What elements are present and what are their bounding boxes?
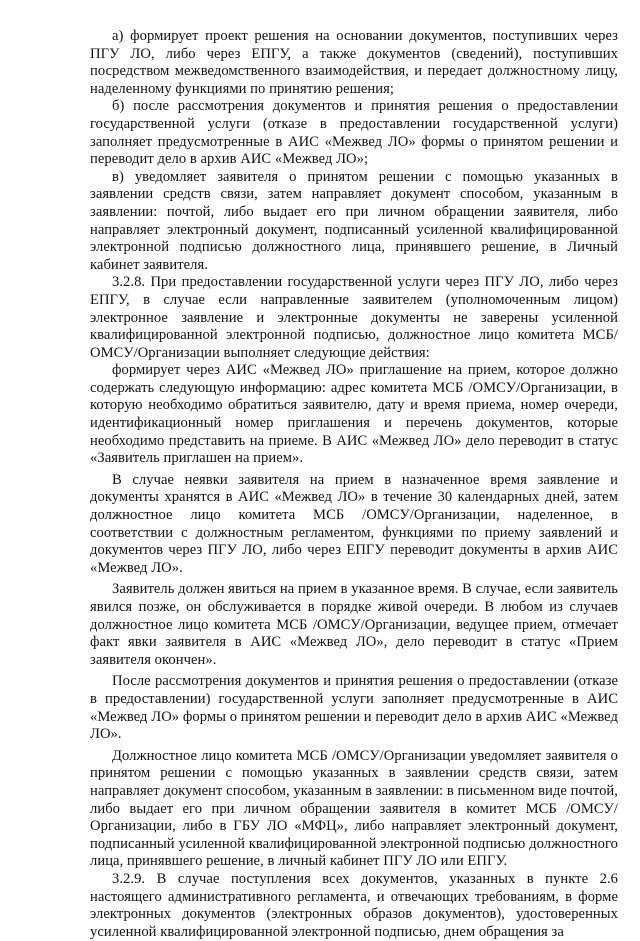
paragraph-b: б) после рассмотрения документов и принятия решения о предоставлении государственной услуги (отказе в предоставлении государственной услуги) заполняет предусмотренные в АИС «Межвед ЛО» формы о принятом решении и переводит дело в архив АИС «Межвед ЛО»; [90,98,618,168]
paragraph-notification: Должностное лицо комитета МСБ /ОМСУ/Организации уведомляет заявителя о принятом решении с помощью указанных в заявлении средств связи, затем направляет документ способом, указанным в заявлении: в письменном виде почтой, либо выдает его при личном обращении заявителя в комитет МСБ /ОМСУ/Организации, либо в ГБУ ЛО «МФЦ», либо направляет электронный документ, подписанный усиленной квалифицированной электронной подписью должностного лица, принявшего решение, в личный кабинет ПГУ ЛО или ЕПГУ. [90,747,618,870]
paragraph-invitation: формирует через АИС «Межвед ЛО» приглашение на прием, которое должно содержать следующую информацию: адрес комитета МСБ /ОМСУ/Организации, в которую необходимо обратиться заявителю, дату и время приема, номер очереди, идентификационный номер приглашения и перечень документов, которые необходимо представить на приеме. В АИС «Межвед ЛО» дело переводит в статус «Заявитель приглашен на прием». [90,362,618,467]
paragraph-a: а) формирует проект решения на основании документов, поступивших через ПГУ ЛО, либо через ЕПГУ, а также документов (сведений), поступивших посредством межведомственного взаимодействия, и передает должностному лицу, наделенному функциями по принятию решения; [90,28,618,97]
paragraph-after-review: После рассмотрения документов и принятия решения о предоставлении (отказе в предоставлении) государственной услуги заполняет предусмотренные в АИС «Межвед ЛО» формы о принятом решении и переводит дело в архив АИС «Межвед ЛО». [90,673,618,743]
paragraph-3-2-9: 3.2.9. В случае поступления всех документов, указанных в пункте 2.6 настоящего административного регламента, и отвечающих требованиям, в форме электронных документов (электронных образов документов), удостоверенных усиленной квалифицированной электронной подписью, днем обращения за [90,870,618,940]
paragraph-3-2-8: 3.2.8. При предоставлении государственной услуги через ПГУ ЛО, либо через ЕПГУ, в случае если направленные заявителем (уполномоченным лицом) электронное заявление и электронные документы не заверены усиленной квалифицированной электронной подписью, должностное лицо комитета МСБ/ ОМСУ/Организации выполняет следующие действия: [90,274,618,361]
paragraph-no-show: В случае неявки заявителя на прием в назначенное время заявление и документы хранятся в АИС «Межвед ЛО» в течение 30 календарных дней, затем должностное лицо комитета МСБ /ОМСУ/Организации, наделенное, в соответствии с должностным регламентом, функциями по приему заявлений и документов через ПГУ ЛО, либо через ЕПГУ переводит документы в архив АИС «Межвед ЛО». [90,471,618,576]
paragraph-c: в) уведомляет заявителя о принятом решении с помощью указанных в заявлении средств связи, затем направляет документ способом, указанным в заявлении: почтой, либо выдает его при личном обращении заявителя, либо направляет электронный документ, подписанный усиленной квалифицированной электронной подписью должностного лица, принявшего решение, в Личный кабинет заявителя. [90,168,618,273]
paragraph-appointment: Заявитель должен явиться на прием в указанное время. В случае, если заявитель явился позже, он обслуживается в порядке живой очереди. В любом из случаев должностное лицо комитета МСБ /ОМСУ/Организации, ведущее прием, отмечает факт явки заявителя в АИС «Межвед ЛО», дело переводит в статус «Прием заявителя окончен». [90,581,618,668]
